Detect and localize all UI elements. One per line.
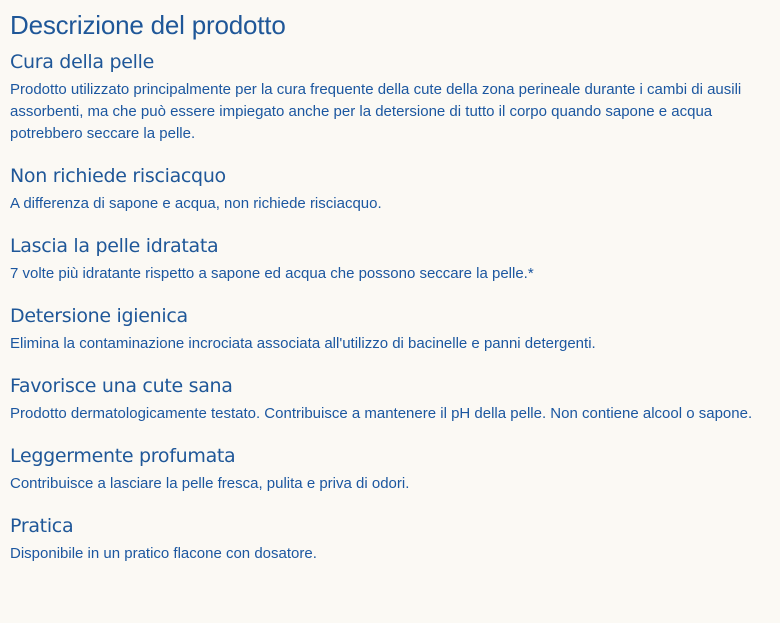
section-text: 7 volte più idratante rispetto a sapone ed acqua che possono seccare la pelle.* xyxy=(10,265,534,282)
page-title: Descrizione del prodotto xyxy=(10,10,286,40)
section-text: Elimina la contaminazione incrociata associata all'utilizzo di bacinelle e panni detergenti. xyxy=(10,335,596,352)
section-heading: Favorisce una cute sana xyxy=(10,375,233,397)
section-text: A differenza di sapone e acqua, non richiede risciacquo. xyxy=(10,195,382,212)
section-heading: Cura della pelle xyxy=(10,51,154,73)
section-non-richiede-risciacquo xyxy=(10,163,770,215)
section-text: Disponibile in un pratico flacone con dosatore. xyxy=(10,545,317,562)
section-heading: Pratica xyxy=(10,515,74,537)
section-heading: Leggermente profumata xyxy=(10,445,236,467)
section-text: Contribuisce a lasciare la pelle fresca, pulita e priva di odori. xyxy=(10,475,410,492)
section-text: Prodotto utilizzato principalmente per la cura frequente della cute della zona perineale durante i cambi di ausili assorbenti, ma che può essere impiegato anche per la detersione di tutto il corpo quando sapone e acqua potrebbero seccare la pelle. xyxy=(10,81,742,142)
section-pratica xyxy=(10,513,770,565)
section-favorisce-una-cute-sana xyxy=(10,373,770,425)
section-heading: Non richiede risciacquo xyxy=(10,165,226,187)
section-heading: Detersione igienica xyxy=(10,305,188,327)
section-detersione-igienica xyxy=(10,303,770,355)
section-heading: Lascia la pelle idratata xyxy=(10,235,219,257)
section-leggermente-profumata xyxy=(10,443,770,495)
section-lascia-la-pelle-idratata xyxy=(10,233,770,285)
section-cura-della-pelle xyxy=(10,49,770,145)
section-text: Prodotto dermatologicamente testato. Contribuisce a mantenere il pH della pelle. Non contiene alcool o sapone. xyxy=(10,405,753,422)
